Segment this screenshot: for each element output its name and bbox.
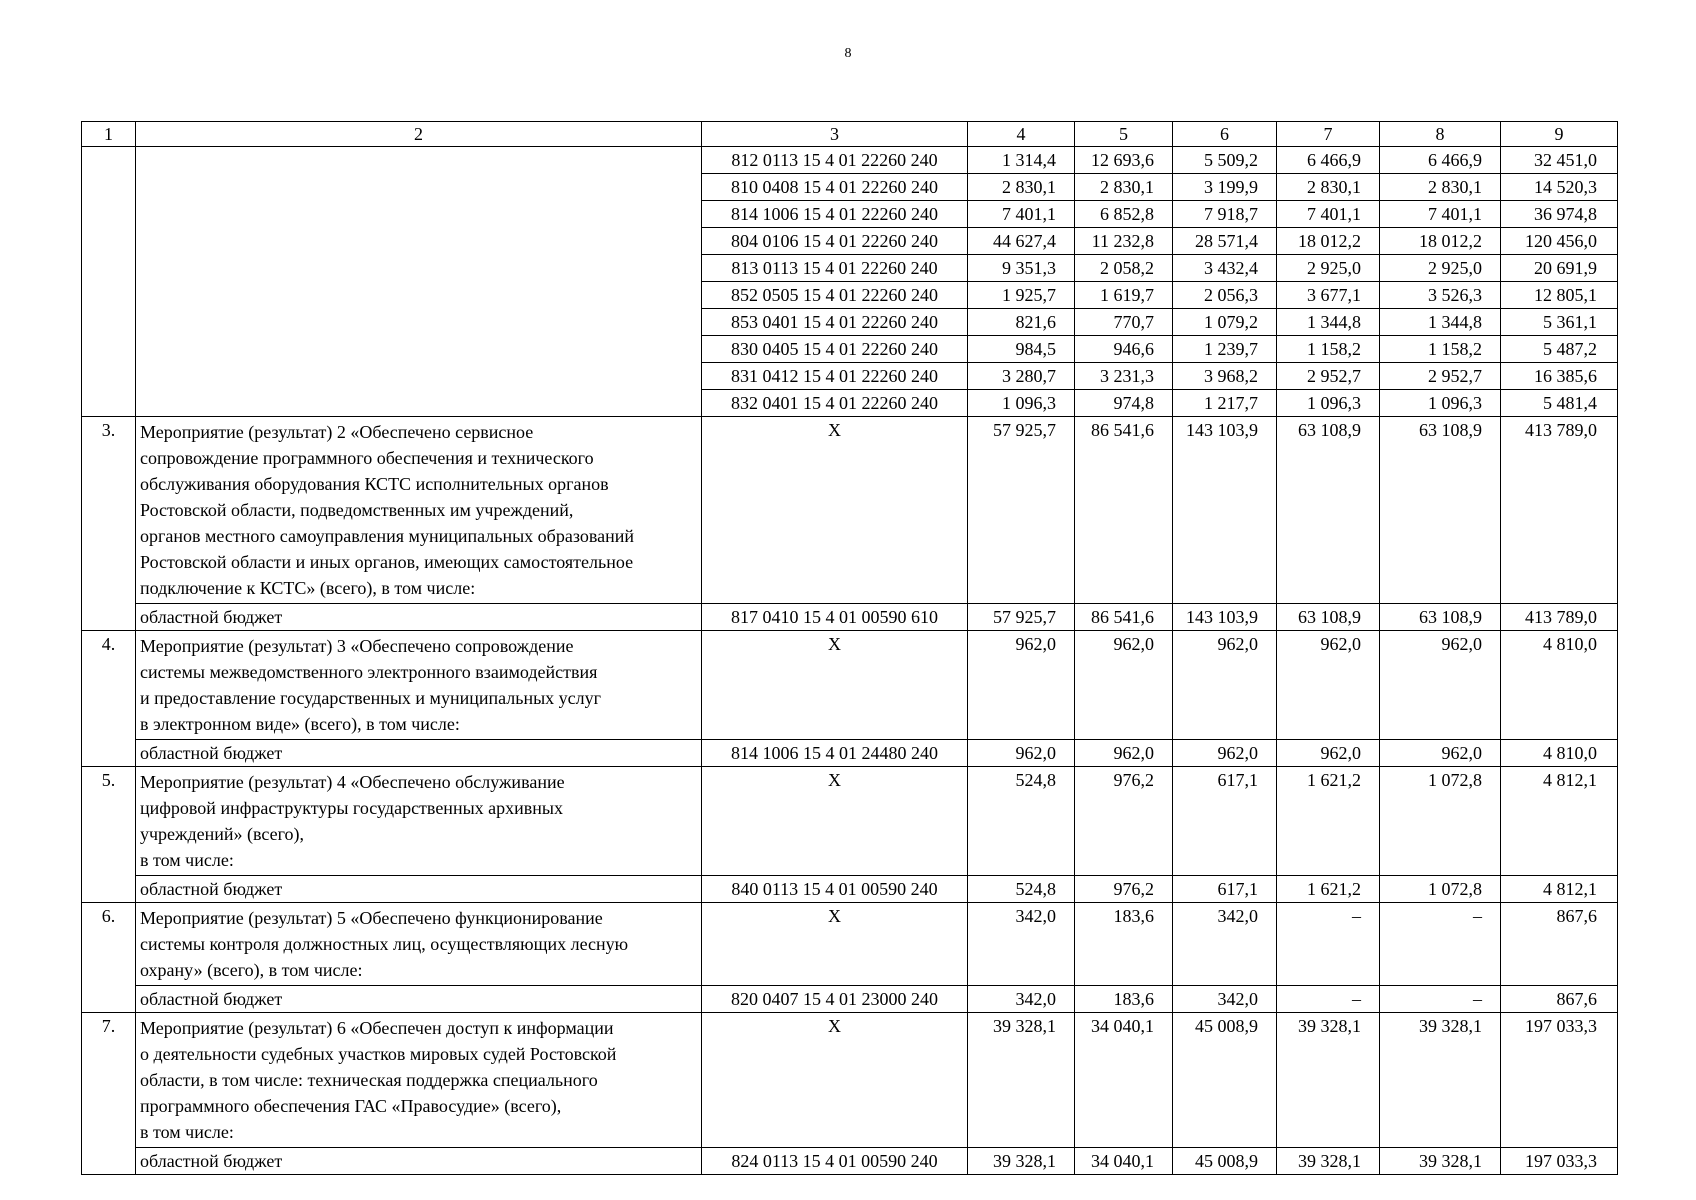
table-row [82,740,1618,767]
value-cell: 2 952,7 [1277,363,1380,390]
value-cell: 1 096,3 [1380,390,1501,417]
value-cell: 976,2 [1075,876,1173,903]
value-cell: 3 280,7 [968,363,1075,390]
value-cell: 1 158,2 [1380,336,1501,363]
header-cell: 6 [1173,122,1277,147]
value-cell: 57 925,7 [968,417,1075,604]
value-cell: 6 466,9 [1380,147,1501,174]
value-cell: 183,6 [1075,986,1173,1013]
value-cell: 39 328,1 [1380,1148,1501,1175]
table-row [82,876,1618,903]
budget-code-cell: 814 1006 15 4 01 22260 240 [702,201,968,228]
budget-code-cell: 852 0505 15 4 01 22260 240 [702,282,968,309]
value-cell: 962,0 [1380,740,1501,767]
value-cell: 2 830,1 [1380,174,1501,201]
budget-code-cell: 831 0412 15 4 01 22260 240 [702,363,968,390]
value-cell: 413 789,0 [1501,417,1618,604]
value-cell: 2 830,1 [1277,174,1380,201]
value-cell: 962,0 [1173,631,1277,740]
header-row [82,122,1618,147]
value-cell: 1 925,7 [968,282,1075,309]
code-mark-cell: X [702,417,968,604]
value-cell: 962,0 [1380,631,1501,740]
budget-code-cell: 824 0113 15 4 01 00590 240 [702,1148,968,1175]
value-cell: 6 466,9 [1277,147,1380,174]
value-cell: 946,6 [1075,336,1173,363]
value-cell: – [1380,903,1501,986]
value-cell: 63 108,9 [1277,604,1380,631]
value-cell: 2 830,1 [1075,174,1173,201]
item-title-cell: Мероприятие (результат) 3 «Обеспечено сопровождение системы межведомственного электронного взаимодействия и предоставление государственных и муниципальных услуг в электронном виде» (всего), в том числе: [136,631,702,740]
value-cell: 3 432,4 [1173,255,1277,282]
value-cell: 1 621,2 [1277,876,1380,903]
value-cell: 63 108,9 [1380,417,1501,604]
value-cell: 4 812,1 [1501,767,1618,876]
value-cell: 1 344,8 [1277,309,1380,336]
value-cell: 9 351,3 [968,255,1075,282]
budget-code-cell: 804 0106 15 4 01 22260 240 [702,228,968,255]
value-cell: 16 385,6 [1501,363,1618,390]
table-row [82,604,1618,631]
item-title-cell: Мероприятие (результат) 4 «Обеспечено обслуживание цифровой инфраструктуры государственных архивных учреждений» (всего), в том числе: [136,767,702,876]
value-cell: 12 805,1 [1501,282,1618,309]
value-cell: 45 008,9 [1173,1148,1277,1175]
header-cell: 1 [82,122,136,147]
value-cell: 770,7 [1075,309,1173,336]
value-cell: – [1277,903,1380,986]
value-cell: 2 058,2 [1075,255,1173,282]
value-cell: 39 328,1 [968,1148,1075,1175]
header-cell: 4 [968,122,1075,147]
value-cell: 3 968,2 [1173,363,1277,390]
budget-code-cell: 814 1006 15 4 01 24480 240 [702,740,968,767]
value-cell: 976,2 [1075,767,1173,876]
value-cell: – [1380,986,1501,1013]
funding-source-cell: областной бюджет [136,876,702,903]
table-body [82,122,1618,1175]
value-cell: 183,6 [1075,903,1173,986]
header-cell: 8 [1380,122,1501,147]
budget-code-cell: 830 0405 15 4 01 22260 240 [702,336,968,363]
value-cell: 342,0 [1173,986,1277,1013]
value-cell: 39 328,1 [1380,1013,1501,1148]
code-mark-cell: X [702,1013,968,1148]
item-title-cell: Мероприятие (результат) 5 «Обеспечено функционирование системы контроля должностных лиц, осуществляющих лесную охрану» (всего), в том числе: [136,903,702,986]
value-cell: 342,0 [968,986,1075,1013]
value-cell: 2 056,3 [1173,282,1277,309]
value-cell: 18 012,2 [1380,228,1501,255]
value-cell: 962,0 [1277,631,1380,740]
value-cell: 5 509,2 [1173,147,1277,174]
value-cell: 821,6 [968,309,1075,336]
value-cell: 1 217,7 [1173,390,1277,417]
value-cell: 4 812,1 [1501,876,1618,903]
table-row [82,631,1618,740]
funding-source-cell: областной бюджет [136,1148,702,1175]
value-cell: 143 103,9 [1173,604,1277,631]
value-cell: 11 232,8 [1075,228,1173,255]
value-cell: 12 693,6 [1075,147,1173,174]
header-cell: 3 [702,122,968,147]
value-cell: 4 810,0 [1501,740,1618,767]
budget-code-cell: 840 0113 15 4 01 00590 240 [702,876,968,903]
value-cell: 197 033,3 [1501,1148,1618,1175]
table-row [82,1013,1618,1148]
budget-code-cell: 812 0113 15 4 01 22260 240 [702,147,968,174]
value-cell: 1 344,8 [1380,309,1501,336]
value-cell: 867,6 [1501,986,1618,1013]
value-cell: 962,0 [968,631,1075,740]
table-row [82,767,1618,876]
value-cell: 617,1 [1173,767,1277,876]
funding-source-cell: областной бюджет [136,986,702,1013]
budget-code-cell: 820 0407 15 4 01 23000 240 [702,986,968,1013]
header-cell: 7 [1277,122,1380,147]
code-mark-cell: X [702,631,968,740]
value-cell: – [1277,986,1380,1013]
value-cell: 962,0 [1075,740,1173,767]
value-cell: 45 008,9 [1173,1013,1277,1148]
name-cell [136,147,702,417]
table-row [82,1148,1618,1175]
header-cell: 2 [136,122,702,147]
value-cell: 3 677,1 [1277,282,1380,309]
value-cell: 5 361,1 [1501,309,1618,336]
value-cell: 39 328,1 [1277,1013,1380,1148]
value-cell: 617,1 [1173,876,1277,903]
index-cell [82,147,136,417]
item-number-cell: 4. [82,631,136,767]
header-cell: 9 [1501,122,1618,147]
value-cell: 63 108,9 [1277,417,1380,604]
value-cell: 1 079,2 [1173,309,1277,336]
value-cell: 1 239,7 [1173,336,1277,363]
value-cell: 1 314,4 [968,147,1075,174]
value-cell: 197 033,3 [1501,1013,1618,1148]
value-cell: 5 481,4 [1501,390,1618,417]
item-number-cell: 3. [82,417,136,631]
value-cell: 34 040,1 [1075,1148,1173,1175]
budget-code-cell: 832 0401 15 4 01 22260 240 [702,390,968,417]
budget-code-cell: 813 0113 15 4 01 22260 240 [702,255,968,282]
header-cell: 5 [1075,122,1173,147]
item-number-cell: 7. [82,1013,136,1175]
value-cell: 1 619,7 [1075,282,1173,309]
value-cell: 86 541,6 [1075,604,1173,631]
code-mark-cell: X [702,767,968,876]
code-mark-cell: X [702,903,968,986]
value-cell: 342,0 [968,903,1075,986]
budget-table [81,121,1618,1175]
value-cell: 36 974,8 [1501,201,1618,228]
item-title-cell: Мероприятие (результат) 2 «Обеспечено сервисное сопровождение программного обеспечения и технического обслуживания оборудования КСТС исполнительных органов Ростовской области, подведомственных им учреждений, органов местного самоуправления муниципальных образований Ростовской области и иных органов, имеющих самостоятельное подключение к КСТС» (всего), в том числе: [136,417,702,604]
value-cell: 984,5 [968,336,1075,363]
value-cell: 962,0 [968,740,1075,767]
value-cell: 962,0 [1173,740,1277,767]
value-cell: 28 571,4 [1173,228,1277,255]
value-cell: 413 789,0 [1501,604,1618,631]
value-cell: 57 925,7 [968,604,1075,631]
value-cell: 3 526,3 [1380,282,1501,309]
value-cell: 2 952,7 [1380,363,1501,390]
value-cell: 86 541,6 [1075,417,1173,604]
value-cell: 974,8 [1075,390,1173,417]
table-row [82,417,1618,604]
value-cell: 2 925,0 [1380,255,1501,282]
funding-source-cell: областной бюджет [136,604,702,631]
value-cell: 34 040,1 [1075,1013,1173,1148]
value-cell: 1 072,8 [1380,876,1501,903]
budget-code-cell: 853 0401 15 4 01 22260 240 [702,309,968,336]
budget-code-cell: 810 0408 15 4 01 22260 240 [702,174,968,201]
value-cell: 2 830,1 [968,174,1075,201]
value-cell: 44 627,4 [968,228,1075,255]
table-row [82,147,1618,174]
value-cell: 143 103,9 [1173,417,1277,604]
value-cell: 3 231,3 [1075,363,1173,390]
item-title-cell: Мероприятие (результат) 6 «Обеспечен доступ к информации о деятельности судебных участков мировых судей Ростовской области, в том числе: техническая поддержка специального программного обеспечения ГАС «Правосудие» (всего), в том числе: [136,1013,702,1148]
value-cell: 4 810,0 [1501,631,1618,740]
value-cell: 524,8 [968,876,1075,903]
value-cell: 5 487,2 [1501,336,1618,363]
value-cell: 39 328,1 [1277,1148,1380,1175]
value-cell: 1 158,2 [1277,336,1380,363]
value-cell: 1 096,3 [968,390,1075,417]
value-cell: 1 072,8 [1380,767,1501,876]
value-cell: 7 401,1 [1277,201,1380,228]
value-cell: 7 401,1 [1380,201,1501,228]
value-cell: 14 520,3 [1501,174,1618,201]
value-cell: 867,6 [1501,903,1618,986]
value-cell: 120 456,0 [1501,228,1618,255]
value-cell: 3 199,9 [1173,174,1277,201]
value-cell: 962,0 [1075,631,1173,740]
value-cell: 342,0 [1173,903,1277,986]
funding-source-cell: областной бюджет [136,740,702,767]
value-cell: 1 096,3 [1277,390,1380,417]
value-cell: 7 918,7 [1173,201,1277,228]
value-cell: 7 401,1 [968,201,1075,228]
item-number-cell: 6. [82,903,136,1013]
value-cell: 18 012,2 [1277,228,1380,255]
value-cell: 63 108,9 [1380,604,1501,631]
page-number: 8 [844,46,852,61]
value-cell: 32 451,0 [1501,147,1618,174]
value-cell: 6 852,8 [1075,201,1173,228]
value-cell: 1 621,2 [1277,767,1380,876]
value-cell: 39 328,1 [968,1013,1075,1148]
value-cell: 2 925,0 [1277,255,1380,282]
value-cell: 962,0 [1277,740,1380,767]
budget-code-cell: 817 0410 15 4 01 00590 610 [702,604,968,631]
table-row [82,903,1618,986]
item-number-cell: 5. [82,767,136,903]
value-cell: 20 691,9 [1501,255,1618,282]
value-cell: 524,8 [968,767,1075,876]
table-row [82,986,1618,1013]
